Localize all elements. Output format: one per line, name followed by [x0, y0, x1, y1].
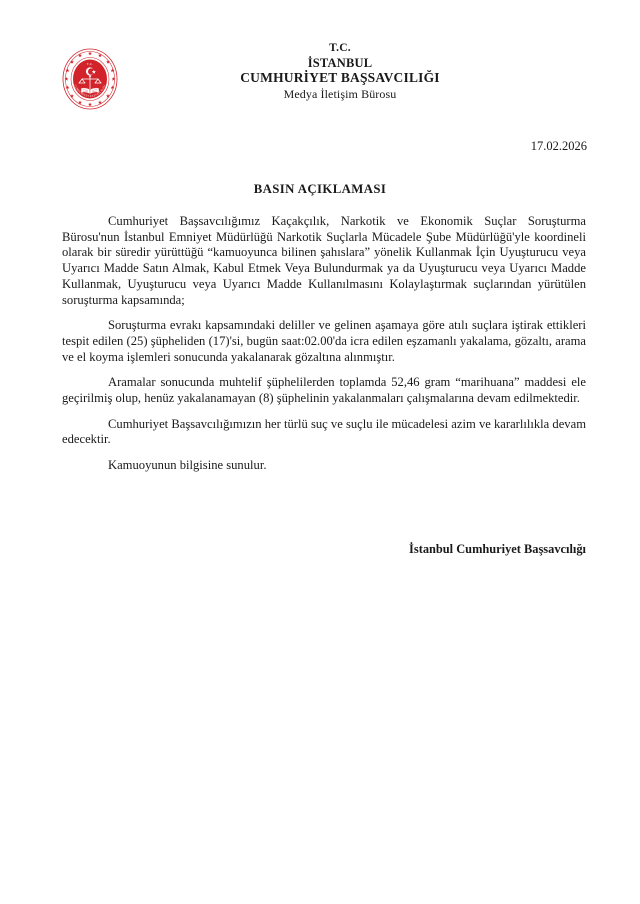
body-paragraph: Soruşturma evrakı kapsamındaki deliller ve gelinen aşamaya göre atılı suçlara iştirak ettikleri tespit edilen (25) şüpheliden (17)'si, bugün saat:02.00'da icra edilen eşzamanlı yakalama, gözaltı, arama ve el koyma işlemleri sonucunda yakalanarak gözaltına alınmıştır.: [62, 318, 586, 364]
body-paragraph: Cumhuriyet Başsavcılığımızın her türlü suç ve suçlu ile mücadelesi azim ve kararlılıkla devam edecektir.: [62, 416, 586, 447]
document-date: 17.02.2026: [530, 139, 587, 153]
signature-line: İstanbul Cumhuriyet Başsavcılığı: [409, 542, 586, 556]
org-line-city: İSTANBUL: [307, 55, 373, 70]
body-paragraph: Aramalar sonucunda muhtelif şüphelilerden toplamda 52,46 gram “marihuana” maddesi ele geçirilmiş olup, henüz yakalanamayan (8) şüphelinin yakalanmaları çalışmalarına devam edilmektedir.: [62, 375, 586, 406]
page-title: BASIN AÇIKLAMASI: [253, 182, 387, 196]
org-line-office: CUMHURİYET BAŞSAVCILIĞI: [240, 70, 440, 86]
document-body: [62, 214, 586, 485]
org-line-country: T.C.: [329, 42, 351, 54]
turkish-ministry-of-justice-seal-icon: [62, 48, 118, 110]
organization-heading: [160, 42, 520, 101]
body-paragraph: Kamuoyunun bilgisine sunulur.: [108, 458, 267, 473]
org-line-bureau: Medya İletişim Bürosu: [283, 87, 397, 102]
body-paragraph: Cumhuriyet Başsavcılığımız Kaçakçılık, Narkotik ve Ekonomik Suçlar Soruşturma Bürosu'nun İstanbul Emniyet Müdürlüğü Narkotik Suçlarla Mücadele Şube Müdürlüğü'yle koordineli olarak bir süredir yürüttüğü “kamuoyunca bilinen şahıslara” yönelik Kullanmak İçin Uyuşturucu veya Uyarıcı Madde Satın Almak, Kabul Etmek Veya Bulundurmak ya da Uyuşturucu veya Uyarıcı Madde Kullanmak, Uyuşturucu veya Uyarıcı Madde Kullanılmasını Kolaylaştırmak suçlarından yürütülen soruşturma kapsamında;: [62, 214, 586, 307]
document-header: [0, 0, 640, 112]
svg-text:T.C.: T.C.: [86, 62, 94, 66]
svg-text:CUMHURİYET BAŞSAVCILIĞI: CUMHURİYET BAŞSAVCILIĞI: [73, 84, 107, 98]
